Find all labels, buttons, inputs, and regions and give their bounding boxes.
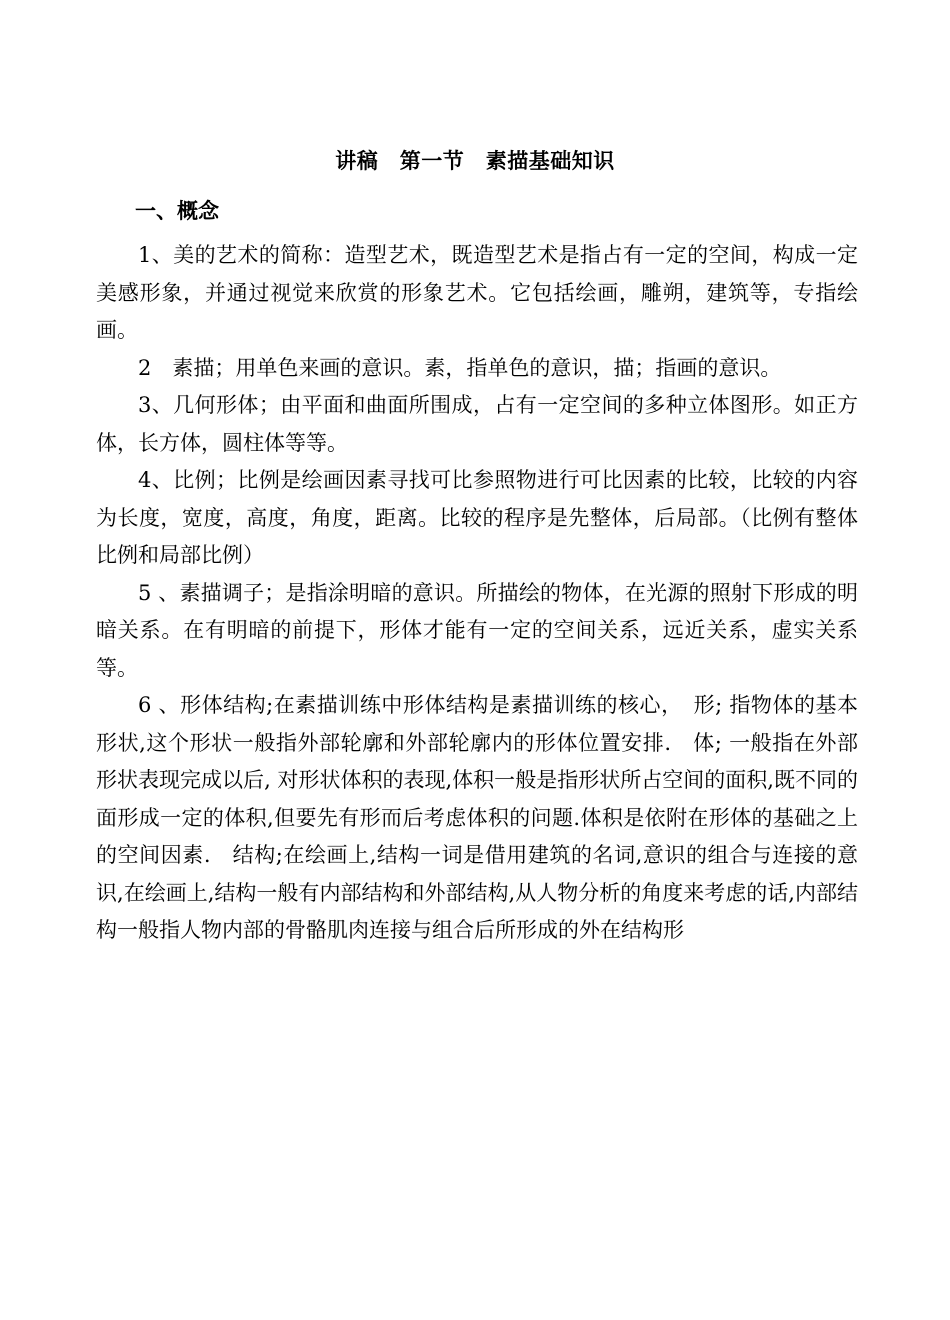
paragraph-5: 5 、素描调子；是指涂明暗的意识。所描绘的物体，在光源的照射下形成的明暗关系。在有明暗的前提下，形体才能有一定的空间关系，远近关系，虚实关系等。 (96, 580, 858, 680)
paragraph-4: 4、比例；比例是绘画因素寻找可比参照物进行可比因素的比较，比较的内容为长度，宽度，高度，角度，距离。比较的程序是先整体，后局部。（比例有整体比例和局部比例） (96, 468, 858, 567)
paragraph-3: 3、几何形体；由平面和曲面所围成，占有一定空间的多种立体图形。如正方体，长方体，圆柱体等等。 (96, 393, 858, 455)
body-text (96, 237, 858, 950)
section-heading: 一、概念 (135, 199, 219, 223)
paragraph-6: 6 、形体结构;在素描训练中形体结构是素描训练的核心， 形; 指物体的基本形状,这个形状一般指外部轮廓和外部轮廓内的形体位置安排. 体; 一般指在外部形状表现完成以后, 对形状体积的表现,体积一般是指形状所占空间的面积,既不同的面形成一定的体积,但要先有形而后考虑体积的问题.体积是依附在形体的基础之上的空间因素. 结构;在绘画上,结构一词是借用建筑的名词,意识的组合与连接的意识,在绘画上,结构一般有内部结构和外部结构,从人物分析的角度来考虑的话,内部结构一般指人物内部的骨骼肌肉连接与组合后所形成的外在结构形 (96, 693, 858, 942)
paragraph-2: 2 素描；用单色来画的意识。素，指单色的意识，描；指画的意识。 (138, 355, 782, 380)
page-title: 讲稿 第一节 素描基础知识 (335, 149, 615, 173)
paragraph-1: 1、美的艺术的简称：造型艺术，既造型艺术是指占有一定的空间，构成一定美感形象，并通过视觉来欣赏的形象艺术。它包括绘画，雕朔，建筑等，专指绘画。 (96, 243, 858, 342)
